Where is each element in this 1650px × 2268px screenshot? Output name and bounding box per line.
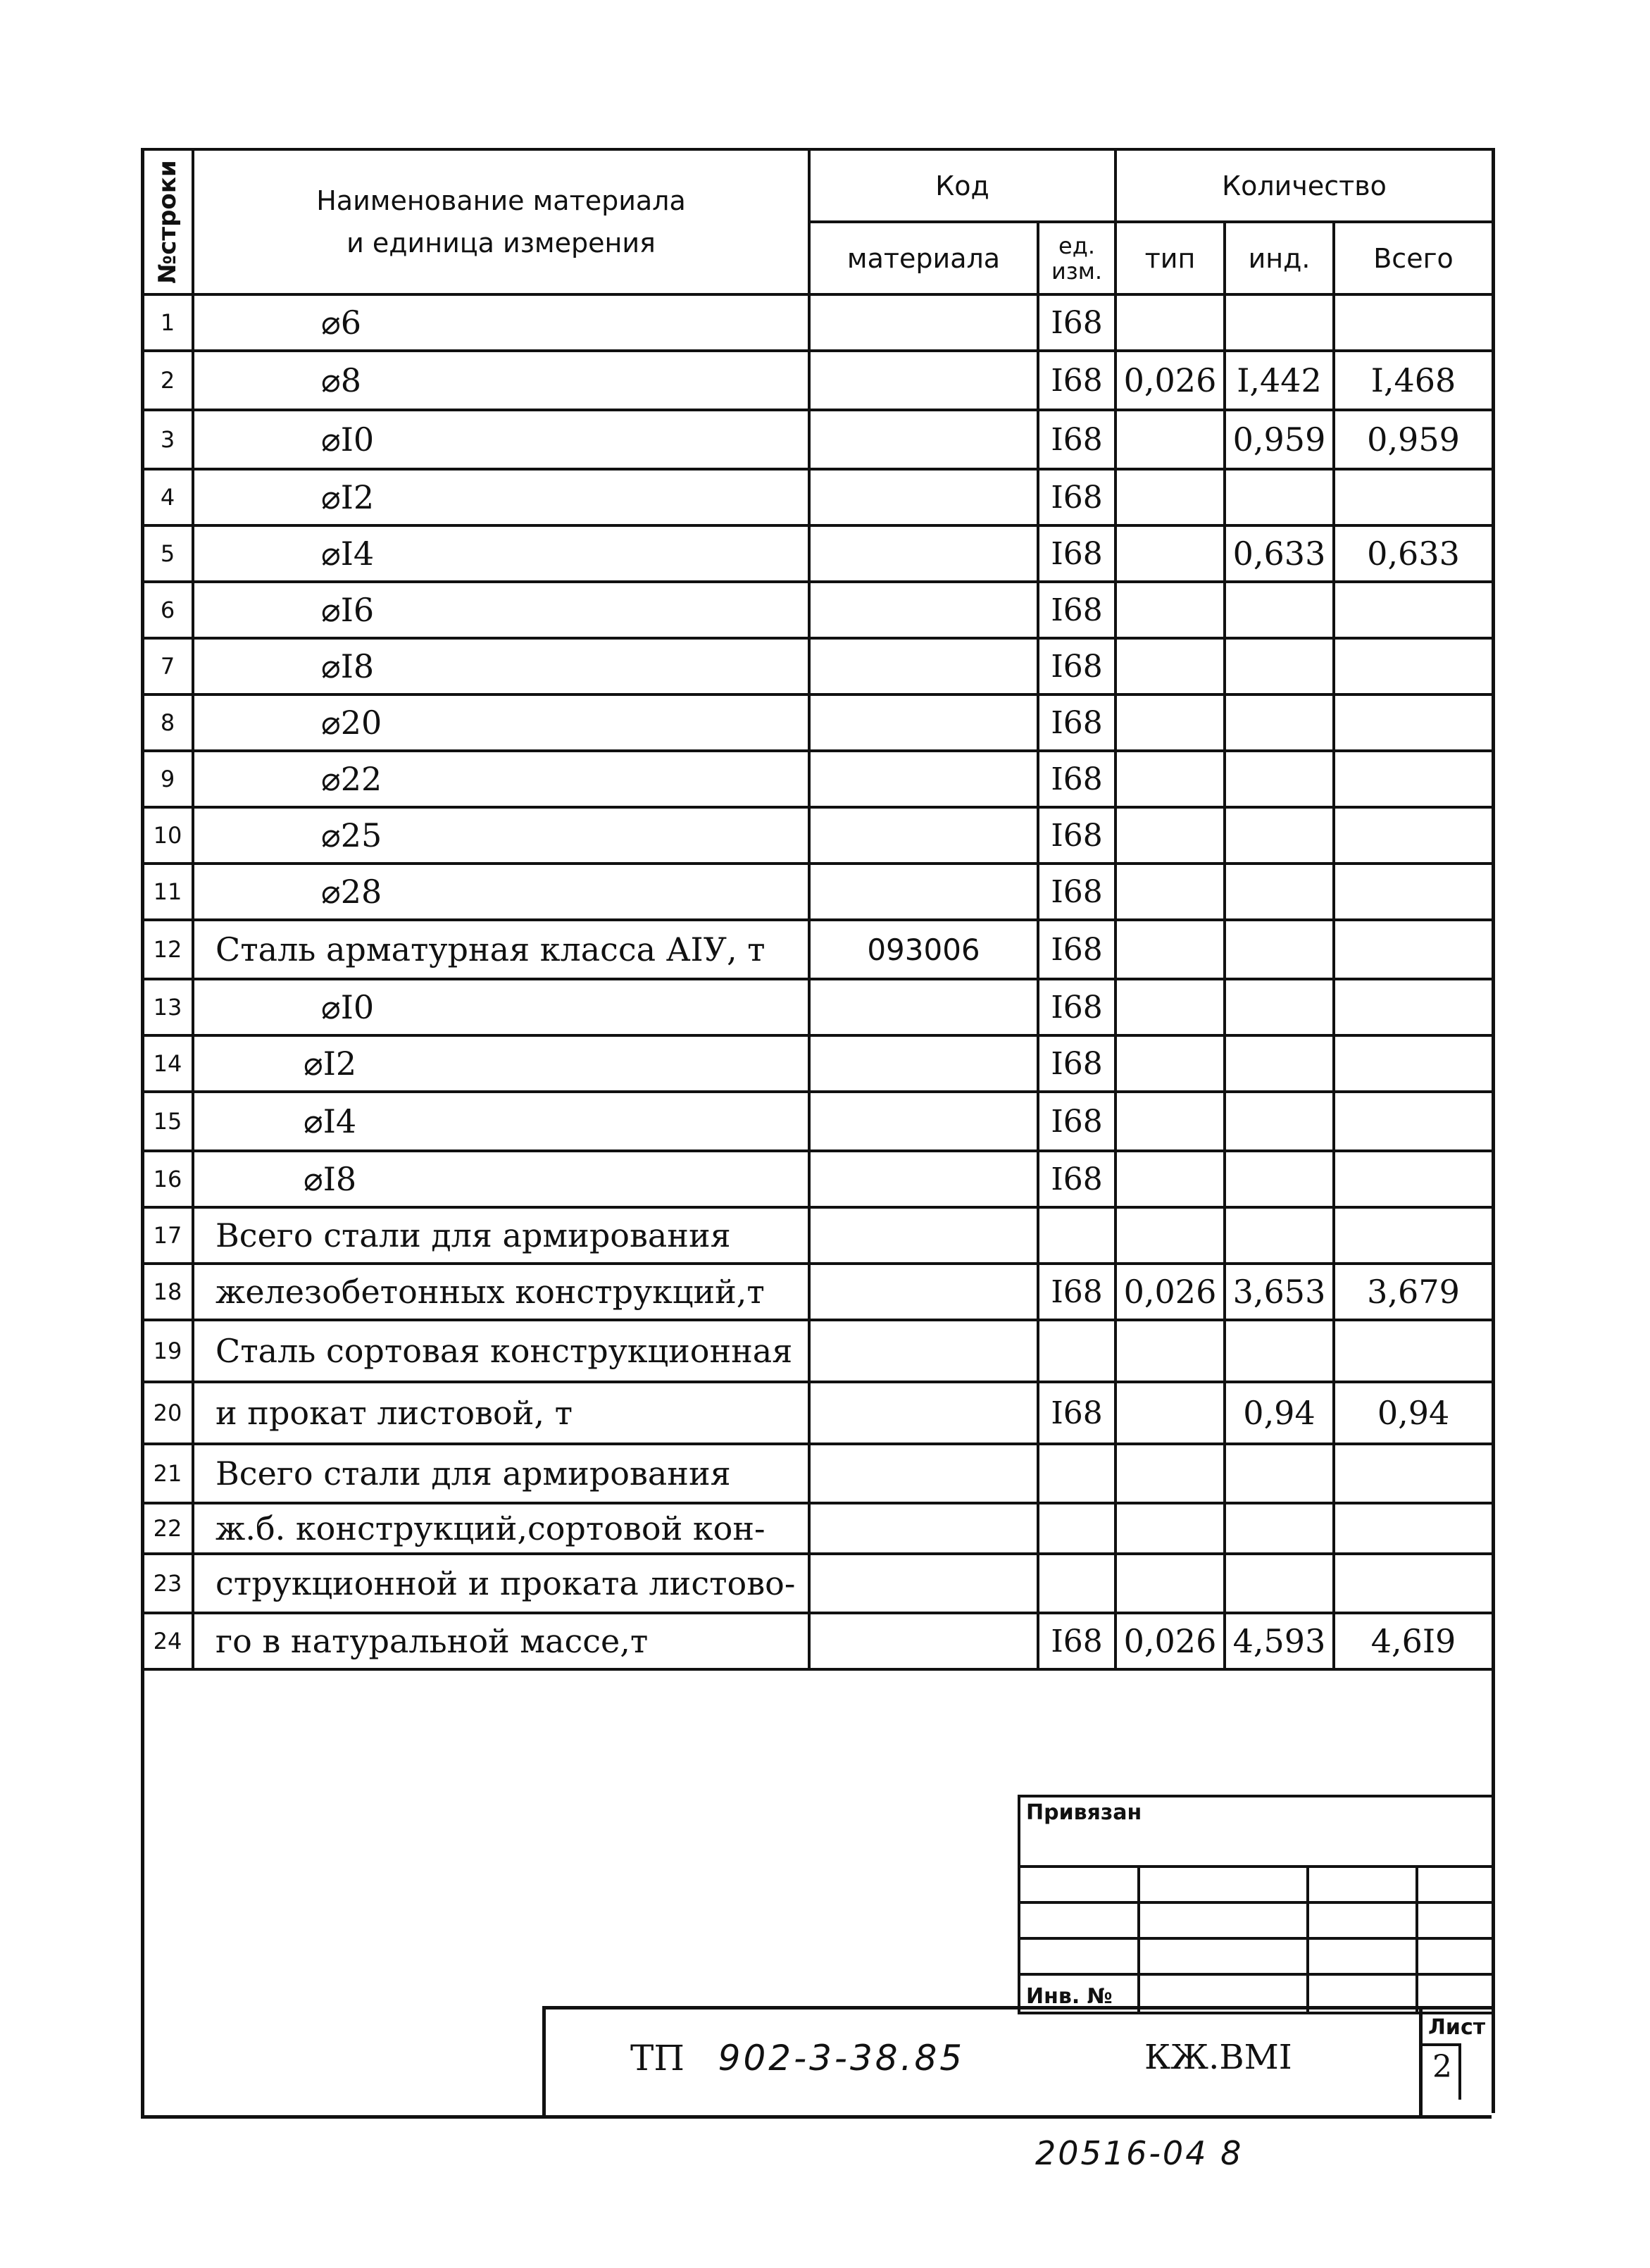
row-name: ⌀I6 [193, 582, 809, 638]
bound-label: Привязан [1019, 1796, 1493, 1867]
row-qty-total [1334, 1554, 1493, 1613]
inventory-number-label: Инв. № [1019, 1974, 1139, 2013]
row-code [809, 1207, 1038, 1264]
row-qty-type [1115, 469, 1225, 525]
row-name: ⌀I8 [193, 1151, 809, 1207]
row-code [809, 751, 1038, 807]
row-qty-type [1115, 751, 1225, 807]
row-number: 8 [142, 694, 193, 751]
header-name-line2: и единица измерения [346, 228, 656, 258]
row-qty-total [1334, 864, 1493, 920]
row-code [809, 1264, 1038, 1320]
row-qty-type: 0,026 [1115, 1613, 1225, 1669]
row-qty-type [1115, 525, 1225, 582]
row-qty-type [1115, 1444, 1225, 1503]
row-qty-total [1334, 294, 1493, 351]
row-name: ⌀6 [193, 294, 809, 351]
row-name: ⌀I0 [193, 410, 809, 469]
row-unit [1038, 1503, 1115, 1554]
row-qty-ind [1225, 1554, 1334, 1613]
row-qty-total [1334, 1151, 1493, 1207]
row-qty-ind: 0,959 [1225, 410, 1334, 469]
row-qty-total [1334, 1320, 1493, 1382]
header-name [193, 149, 809, 294]
row-number: 16 [142, 1151, 193, 1207]
row-code [809, 1035, 1038, 1092]
row-code [809, 351, 1038, 410]
table-row [142, 351, 1493, 410]
row-qty-total [1334, 807, 1493, 864]
row-number: 6 [142, 582, 193, 638]
row-number: 24 [142, 1613, 193, 1669]
table-row [142, 694, 1493, 751]
binding-titleblock [1018, 1795, 1494, 2014]
table-row [142, 1444, 1493, 1503]
table-row [142, 638, 1493, 694]
header-qty-total: Всего [1334, 222, 1493, 294]
row-qty-type [1115, 1151, 1225, 1207]
row-name: струкционной и проката листово- [193, 1554, 809, 1613]
row-code [809, 864, 1038, 920]
row-unit: I68 [1038, 1613, 1115, 1669]
titleblock-cell [1308, 1902, 1417, 1938]
row-code [809, 1092, 1038, 1151]
row-unit: I68 [1038, 525, 1115, 582]
row-qty-ind [1225, 751, 1334, 807]
row-qty-total [1334, 920, 1493, 979]
header-row-no-text: №строки [154, 160, 182, 284]
row-qty-type [1115, 1382, 1225, 1444]
header-qty-ind: инд. [1225, 222, 1334, 294]
drawing-stamp [542, 2006, 1492, 2115]
row-unit: I68 [1038, 1264, 1115, 1320]
row-code [809, 694, 1038, 751]
row-code [809, 1151, 1038, 1207]
row-qty-type [1115, 979, 1225, 1035]
row-name: ⌀8 [193, 351, 809, 410]
row-qty-type [1115, 1320, 1225, 1382]
row-unit [1038, 1320, 1115, 1382]
row-code [809, 469, 1038, 525]
row-name: ж.б. конструкций,сортовой кон- [193, 1503, 809, 1554]
row-qty-total [1334, 1444, 1493, 1503]
row-qty-total: 0,94 [1334, 1382, 1493, 1444]
row-qty-type [1115, 410, 1225, 469]
row-qty-ind [1225, 294, 1334, 351]
row-unit: I68 [1038, 294, 1115, 351]
header-row-no [142, 149, 193, 294]
table-row [142, 979, 1493, 1035]
row-number: 5 [142, 525, 193, 582]
row-unit [1038, 1207, 1115, 1264]
titleblock-cell [1417, 1938, 1493, 1974]
titleblock-cell [1417, 1902, 1493, 1938]
row-code [809, 410, 1038, 469]
sheet-box [1419, 2010, 1495, 2115]
row-number: 19 [142, 1320, 193, 1382]
row-qty-type [1115, 1092, 1225, 1151]
row-qty-ind [1225, 1151, 1334, 1207]
row-unit: I68 [1038, 1382, 1115, 1444]
row-code [809, 582, 1038, 638]
row-unit: I68 [1038, 864, 1115, 920]
row-qty-ind [1225, 807, 1334, 864]
row-number: 13 [142, 979, 193, 1035]
row-qty-type [1115, 1207, 1225, 1264]
header-code: Код [809, 149, 1115, 222]
row-qty-total [1334, 1092, 1493, 1151]
row-qty-ind: 3,653 [1225, 1264, 1334, 1320]
row-code [809, 1320, 1038, 1382]
titleblock-cell [1139, 1867, 1308, 1902]
row-number: 18 [142, 1264, 193, 1320]
row-number: 12 [142, 920, 193, 979]
titleblock-cell [1139, 1902, 1308, 1938]
row-qty-total: 3,679 [1334, 1264, 1493, 1320]
row-code [809, 294, 1038, 351]
row-name: го в натуральной массе,т [193, 1613, 809, 1669]
row-qty-total [1334, 1207, 1493, 1264]
row-qty-total [1334, 694, 1493, 751]
row-unit: I68 [1038, 920, 1115, 979]
row-unit: I68 [1038, 1035, 1115, 1092]
table-row [142, 1382, 1493, 1444]
row-qty-ind [1225, 1092, 1334, 1151]
row-name: Всего стали для армирования [193, 1207, 809, 1264]
row-qty-ind [1225, 1207, 1334, 1264]
table-row [142, 1503, 1493, 1554]
table-row [142, 1092, 1493, 1151]
row-name: железобетонных конструкций,т [193, 1264, 809, 1320]
row-qty-type [1115, 694, 1225, 751]
row-qty-type [1115, 638, 1225, 694]
row-name: ⌀25 [193, 807, 809, 864]
table-row [142, 469, 1493, 525]
table-row [142, 1035, 1493, 1092]
row-qty-ind: 0,633 [1225, 525, 1334, 582]
row-number: 7 [142, 638, 193, 694]
table-row [142, 1554, 1493, 1613]
header-name-line1: Наименование материала [316, 185, 686, 216]
series-label: ТП [630, 2038, 685, 2079]
row-qty-total [1334, 751, 1493, 807]
table-row [142, 864, 1493, 920]
row-number: 23 [142, 1554, 193, 1613]
header-qty-type: тип [1115, 222, 1225, 294]
row-number: 10 [142, 807, 193, 864]
row-number: 4 [142, 469, 193, 525]
row-unit: I68 [1038, 751, 1115, 807]
row-qty-ind [1225, 1035, 1334, 1092]
row-qty-ind [1225, 864, 1334, 920]
row-unit [1038, 1554, 1115, 1613]
row-number: 2 [142, 351, 193, 410]
row-unit: I68 [1038, 469, 1115, 525]
row-qty-total [1334, 979, 1493, 1035]
row-number: 1 [142, 294, 193, 351]
table-row [142, 1264, 1493, 1320]
row-qty-type: 0,026 [1115, 351, 1225, 410]
project-code [630, 2038, 965, 2079]
row-unit [1038, 1444, 1115, 1503]
row-qty-type: 0,026 [1115, 1264, 1225, 1320]
table-row [142, 582, 1493, 638]
header-quantity: Количество [1115, 149, 1493, 222]
row-name: Сталь сортовая конструкционная [193, 1320, 809, 1382]
row-qty-ind [1225, 582, 1334, 638]
row-name: и прокат листовой, т [193, 1382, 809, 1444]
row-qty-ind [1225, 1503, 1334, 1554]
row-qty-ind [1225, 979, 1334, 1035]
table-row [142, 751, 1493, 807]
row-qty-ind: I,442 [1225, 351, 1334, 410]
table-row [142, 1151, 1493, 1207]
row-qty-ind [1225, 920, 1334, 979]
row-qty-total [1334, 1035, 1493, 1092]
row-unit: I68 [1038, 807, 1115, 864]
header-code-unit: ед. изм. [1038, 222, 1115, 294]
row-name: Всего стали для армирования [193, 1444, 809, 1503]
row-number: 20 [142, 1382, 193, 1444]
row-code [809, 1382, 1038, 1444]
table-row [142, 1207, 1493, 1264]
row-unit: I68 [1038, 1092, 1115, 1151]
row-qty-type [1115, 807, 1225, 864]
row-code [809, 1444, 1038, 1503]
table-row [142, 807, 1493, 864]
row-number: 11 [142, 864, 193, 920]
titleblock-cell [1139, 1938, 1308, 1974]
row-number: 22 [142, 1503, 193, 1554]
titleblock-cell [1308, 1938, 1417, 1974]
archive-number: 20516-04 8 [1035, 2134, 1244, 2172]
row-name: Сталь арматурная класса АIУ, т [193, 920, 809, 979]
project-number: 902-3-38.85 [718, 2038, 965, 2079]
row-code [809, 638, 1038, 694]
row-name: ⌀I0 [193, 979, 809, 1035]
row-qty-total: I,468 [1334, 351, 1493, 410]
row-name: ⌀I8 [193, 638, 809, 694]
row-code [809, 1613, 1038, 1669]
row-qty-total [1334, 1503, 1493, 1554]
row-qty-total [1334, 582, 1493, 638]
row-unit: I68 [1038, 694, 1115, 751]
titleblock-cell [1308, 1867, 1417, 1902]
row-qty-type [1115, 1035, 1225, 1092]
row-qty-ind: 0,94 [1225, 1382, 1334, 1444]
row-name: ⌀20 [193, 694, 809, 751]
row-name: ⌀I2 [193, 1035, 809, 1092]
sheet-number: 2 [1432, 2049, 1452, 2085]
table-row [142, 294, 1493, 351]
row-number: 15 [142, 1092, 193, 1151]
row-unit: I68 [1038, 351, 1115, 410]
row-qty-total: 0,633 [1334, 525, 1493, 582]
materials-table-body [142, 294, 1493, 1669]
row-qty-total [1334, 469, 1493, 525]
materials-table [141, 148, 1494, 1671]
row-qty-type [1115, 864, 1225, 920]
row-qty-ind [1225, 1320, 1334, 1382]
row-unit: I68 [1038, 979, 1115, 1035]
titleblock-cell [1019, 1938, 1139, 1974]
row-name: ⌀I4 [193, 525, 809, 582]
table-row [142, 1613, 1493, 1669]
titleblock-cell [1019, 1867, 1139, 1902]
row-qty-ind [1225, 694, 1334, 751]
row-qty-type [1115, 1503, 1225, 1554]
row-name: ⌀I2 [193, 469, 809, 525]
row-number: 21 [142, 1444, 193, 1503]
row-code: 093006 [809, 920, 1038, 979]
row-code [809, 1554, 1038, 1613]
row-qty-ind [1225, 1444, 1334, 1503]
row-code [809, 807, 1038, 864]
titleblock-cell [1417, 1867, 1493, 1902]
row-qty-type [1115, 582, 1225, 638]
row-number: 9 [142, 751, 193, 807]
table-row [142, 920, 1493, 979]
row-qty-type [1115, 920, 1225, 979]
row-qty-ind: 4,593 [1225, 1613, 1334, 1669]
header-code-material: материала [809, 222, 1038, 294]
titleblock-cell [1019, 1902, 1139, 1938]
row-qty-total: 4,6I9 [1334, 1613, 1493, 1669]
table-row [142, 525, 1493, 582]
row-name: ⌀22 [193, 751, 809, 807]
row-qty-type [1115, 294, 1225, 351]
row-code [809, 1503, 1038, 1554]
row-unit: I68 [1038, 410, 1115, 469]
row-qty-total: 0,959 [1334, 410, 1493, 469]
row-unit: I68 [1038, 1151, 1115, 1207]
row-qty-type [1115, 1554, 1225, 1613]
row-qty-ind [1225, 638, 1334, 694]
row-unit: I68 [1038, 638, 1115, 694]
row-number: 14 [142, 1035, 193, 1092]
sheet-label: Лист [1428, 2015, 1486, 2040]
row-code [809, 525, 1038, 582]
row-number: 17 [142, 1207, 193, 1264]
table-row [142, 1320, 1493, 1382]
row-code [809, 979, 1038, 1035]
row-name: ⌀I4 [193, 1092, 809, 1151]
row-qty-total [1334, 638, 1493, 694]
row-qty-ind [1225, 469, 1334, 525]
row-number: 3 [142, 410, 193, 469]
row-name: ⌀28 [193, 864, 809, 920]
drawing-mark: КЖ.ВМI [1144, 2038, 1292, 2077]
table-row [142, 410, 1493, 469]
row-unit: I68 [1038, 582, 1115, 638]
